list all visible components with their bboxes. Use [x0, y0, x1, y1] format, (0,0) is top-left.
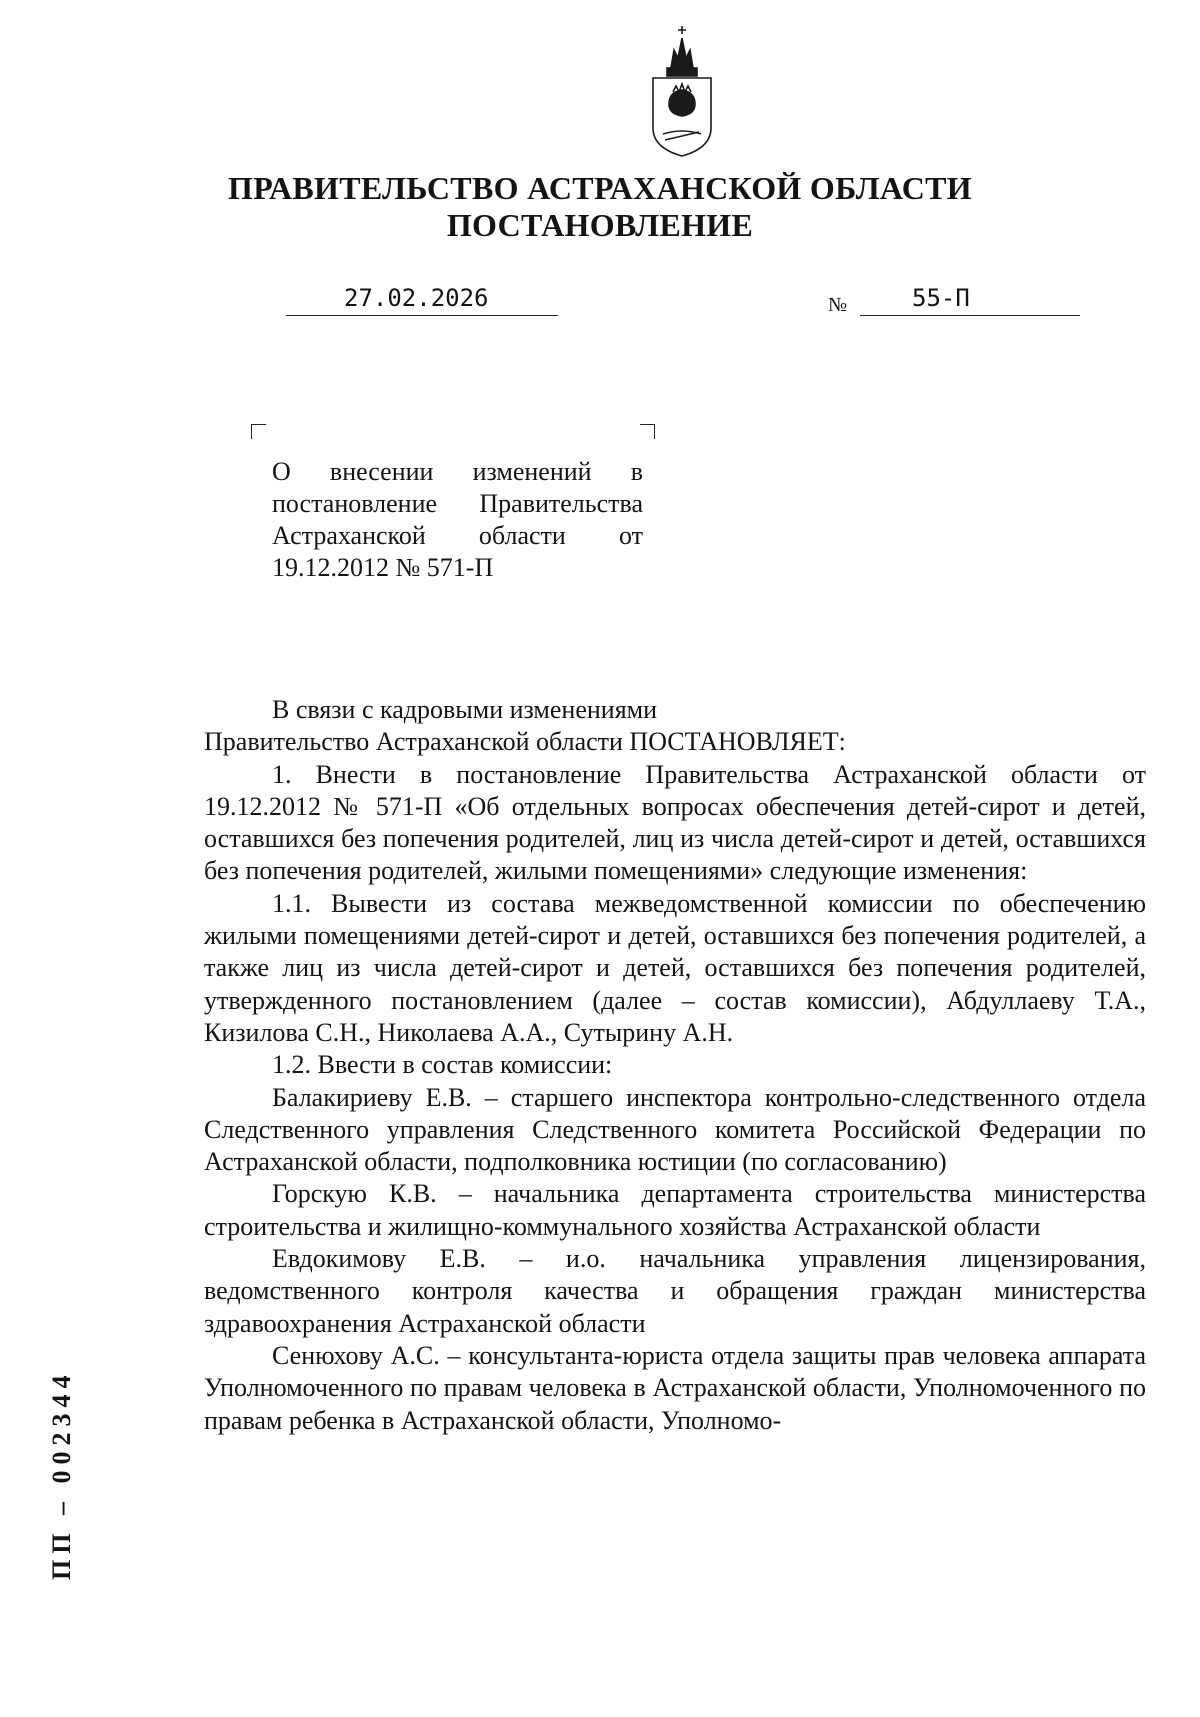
- coat-of-arms-icon: [641, 24, 723, 160]
- number-sign: №: [828, 294, 848, 316]
- document-subject: О внесении изменений в постановление Правительства Астраханской области от 19.12.2012 № 571-П: [272, 457, 643, 582]
- doc-type: ПОСТАНОВЛЕНИЕ: [446, 207, 754, 243]
- body-paragraph: 1.1. Вывести из состава межведомственной комиссии по обеспечению жилыми помещениями детей-сирот и детей, оставшихся без попечения родителей, а также лиц из числа детей-сирот и детей, оставшихся без попечения родителей, утвержденного постановлением (далее – состав комиссии), Абдуллаеву Т.А., Кизилова С.Н., Николаева А.А., Сутырину А.Н.: [204, 888, 1146, 1047]
- document-number: 55-П: [860, 283, 1080, 316]
- document-header: [0, 170, 1200, 244]
- body-paragraph: Балакириеву Е.В. – старшего инспектора контрольно-следственного отдела Следственного управления Следственного комитета Российской Федерации по Астраханской области, подполковника юстиции (по согласованию): [204, 1082, 1146, 1177]
- body-paragraph: Правительство Астраханской области ПОСТАНОВЛЯЕТ:: [204, 727, 846, 757]
- serial-stamp: ПП – 002344: [47, 1369, 76, 1580]
- body-paragraph: 1. Внести в постановление Правительства Астраханской области от 19.12.2012 № 571-П «Об отдельных вопросах обеспечения детей-сирот и детей, оставшихся без попечения родителей, лиц из числа детей-сирот и детей, оставшихся без попечения родителей, жилыми помещениями» следующие изменения:: [204, 759, 1146, 886]
- document-body: [204, 694, 1146, 1437]
- document-date: 27.02.2026: [286, 283, 558, 316]
- org-name: ПРАВИТЕЛЬСТВО АСТРАХАНСКОЙ ОБЛАСТИ: [228, 170, 972, 206]
- body-paragraph: 1.2. Ввести в состав комиссии:: [272, 1050, 613, 1080]
- body-paragraph: Евдокимову Е.В. – и.о. начальника управления лицензирования, ведомственного контроля качества и обращения граждан министерства здравоохранения Астраханской области: [204, 1244, 1146, 1338]
- subject-corner-right: [640, 424, 655, 439]
- subject-corner-left: [251, 424, 266, 439]
- body-paragraph: В связи с кадровыми изменениями: [272, 695, 658, 724]
- body-paragraph: Сенюхову А.С. – консультанта-юриста отдела защиты прав человека аппарата Уполномоченного по правам человека в Астраханской области, Уполномоченного по правам ребенка в Астраханской области, Уполномо-: [204, 1340, 1146, 1435]
- body-paragraph: Горскую К.В. – начальника департамента строительства министерства строительства и жилищно-коммунального хозяйства Астраханской области: [204, 1179, 1146, 1241]
